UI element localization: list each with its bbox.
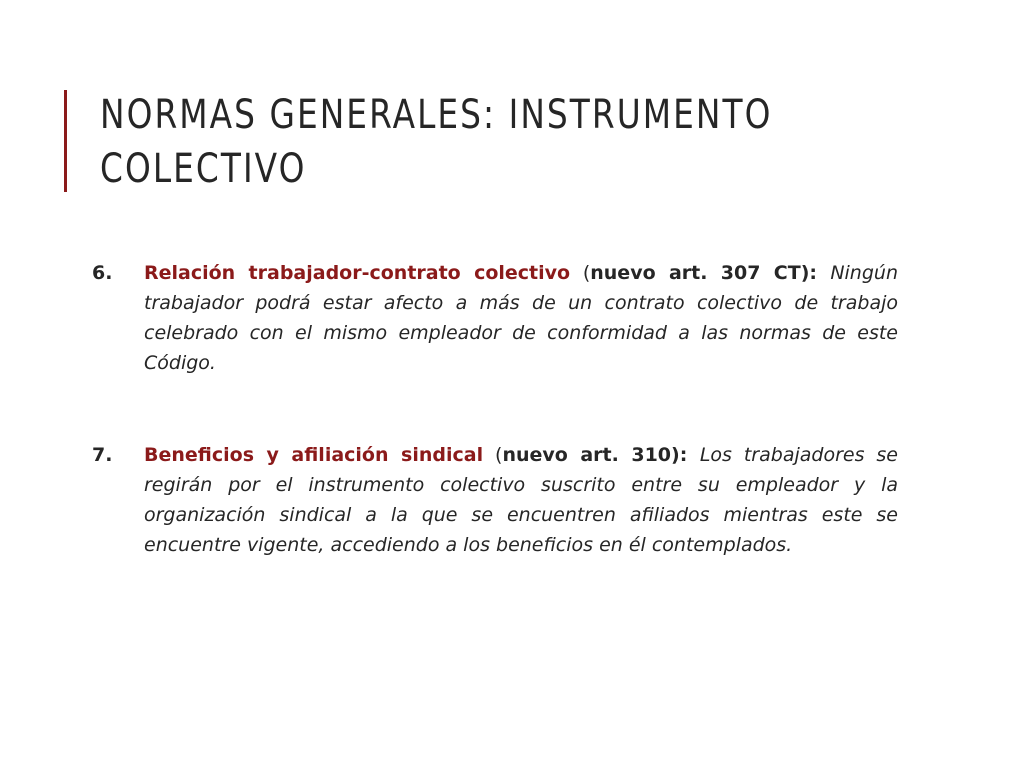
numbered-list — [92, 258, 898, 560]
reference-close: ): — [671, 444, 700, 466]
item-text: Los trabajadores se regirán por el instrumento colectivo suscrito entre su empleador y la organización sindical a la que se encuentren afiliados mientras este se encuentre vigente, accediendo a los beneficios en él contemplados. — [144, 444, 898, 556]
item-body — [144, 258, 898, 378]
item-heading: Relación trabajador-contrato colectivo — [144, 262, 571, 284]
article-reference: nuevo art. 307 CT — [590, 262, 801, 284]
item-heading: Beneficios y afiliación sindical — [144, 444, 484, 466]
item-number: 7. — [92, 444, 113, 466]
list-item-7 — [92, 440, 898, 560]
list-item-6 — [92, 258, 898, 378]
slide-title: NORMAS GENERALES: INSTRUMENTO COLECTIVO — [100, 92, 773, 192]
item-number: 6. — [92, 262, 113, 284]
item-body — [144, 440, 898, 560]
title-accent-bar — [64, 90, 67, 192]
reference-close: ): — [800, 262, 831, 284]
reference-open: ( — [570, 262, 591, 284]
item-text: Ningún trabajador podrá estar afecto a más de un contrato colectivo de trabajo celebrado con el mismo empleador de conformidad a las normas de este Código. — [144, 262, 898, 374]
article-reference: nuevo art. 310 — [502, 444, 672, 466]
reference-open: ( — [483, 444, 503, 466]
